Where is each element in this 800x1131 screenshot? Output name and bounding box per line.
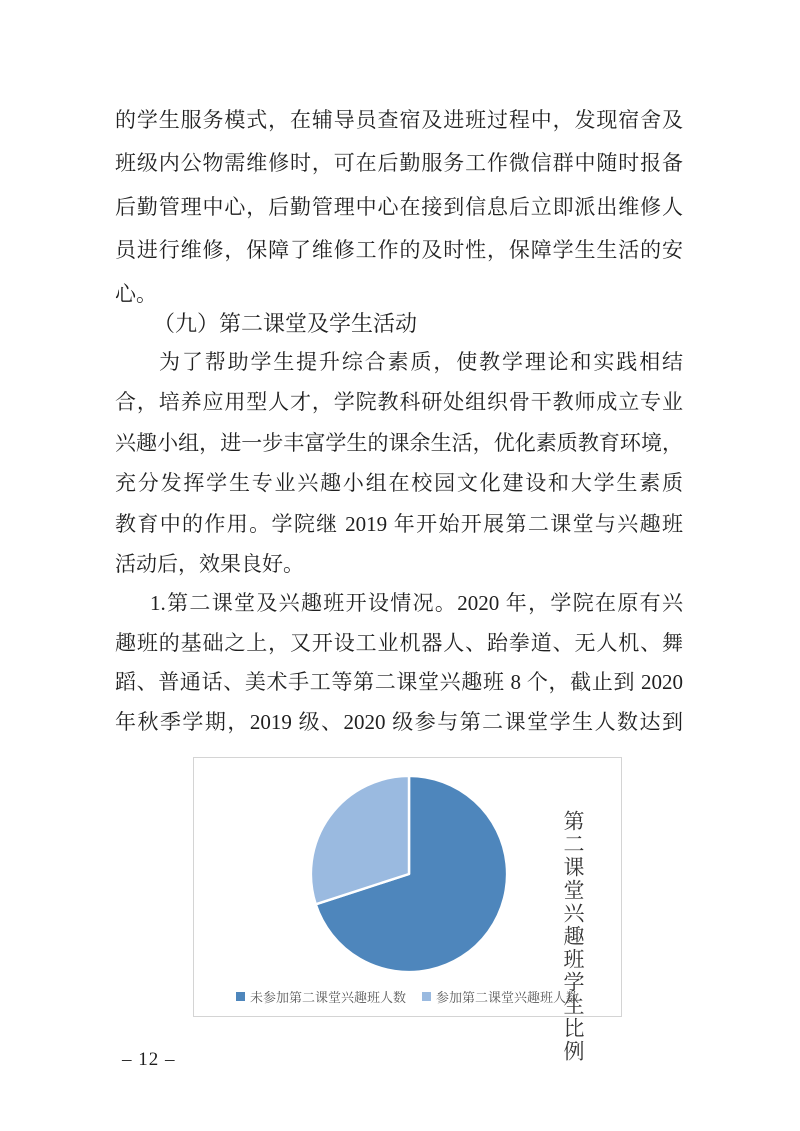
section-heading-block: [115, 302, 683, 345]
legend-swatch: [422, 992, 431, 1001]
pie-svg: [306, 771, 512, 977]
legend-label: 未参加第二课堂兴趣班人数: [249, 990, 406, 1005]
text-line: 后勤管理中心，后勤管理中心在接到信息后立即派出维修人: [115, 194, 683, 219]
legend-item: [236, 987, 406, 1006]
text-line: 心。: [115, 281, 157, 306]
page-number: – 12 –: [122, 1049, 176, 1070]
chart-title: 第二课堂兴趣班学生比例: [561, 810, 585, 1063]
text-line: 兴趣小组，进一步丰富学生的课余生活，优化素质教育环境，: [115, 430, 683, 455]
legend-swatch: [236, 992, 245, 1001]
text-line: 的学生服务模式，在辅导员查宿及进班过程中，发现宿舍及: [115, 108, 683, 132]
text-line: 蹈、普通话、美术手工等第二课堂兴趣班 8 个，截止到 2020: [115, 670, 683, 695]
section-heading: （九）第二课堂及学生活动: [153, 311, 418, 336]
paragraph-second-classroom: [115, 584, 683, 743]
text-line: 合，培养应用型人才，学院教科研处组织骨干教师成立专业: [115, 390, 683, 415]
text-line: 教育中的作用。学院继 2019 年开始开展第二课堂与兴趣班: [115, 511, 683, 536]
legend-label: 参加第二课堂兴趣班人数: [436, 990, 580, 1005]
pie-plot-area: [306, 771, 512, 977]
paragraph-interest-groups: [115, 342, 683, 584]
text-line: 员进行维修，保障了维修工作的及时性，保障学生生活的安: [115, 238, 683, 263]
text-line: 趣班的基础之上，又开设工业机器人、跆拳道、无人机、舞: [115, 630, 683, 655]
chart-legend: [194, 987, 621, 1006]
text-line: 年秋季学期，2019 级、2020 级参与第二课堂学生人数达到: [115, 710, 683, 735]
paragraph-dorm-service: [115, 99, 683, 316]
pie-chart: [193, 757, 622, 1063]
text-line: 为了帮助学生提升综合素质，使教学理论和实践相结: [159, 350, 683, 374]
text-line: 班级内公物需维修时，可在后勤服务工作微信群中随时报备: [115, 151, 683, 176]
text-line: 1.第二课堂及兴趣班开设情况。2020 年，学院在原有兴: [150, 591, 683, 615]
text-line: 活动后，效果良好。: [115, 552, 304, 577]
legend-item: [422, 987, 579, 1006]
text-line: 充分发挥学生专业兴趣小组在校园文化建设和大学生素质: [115, 471, 683, 496]
